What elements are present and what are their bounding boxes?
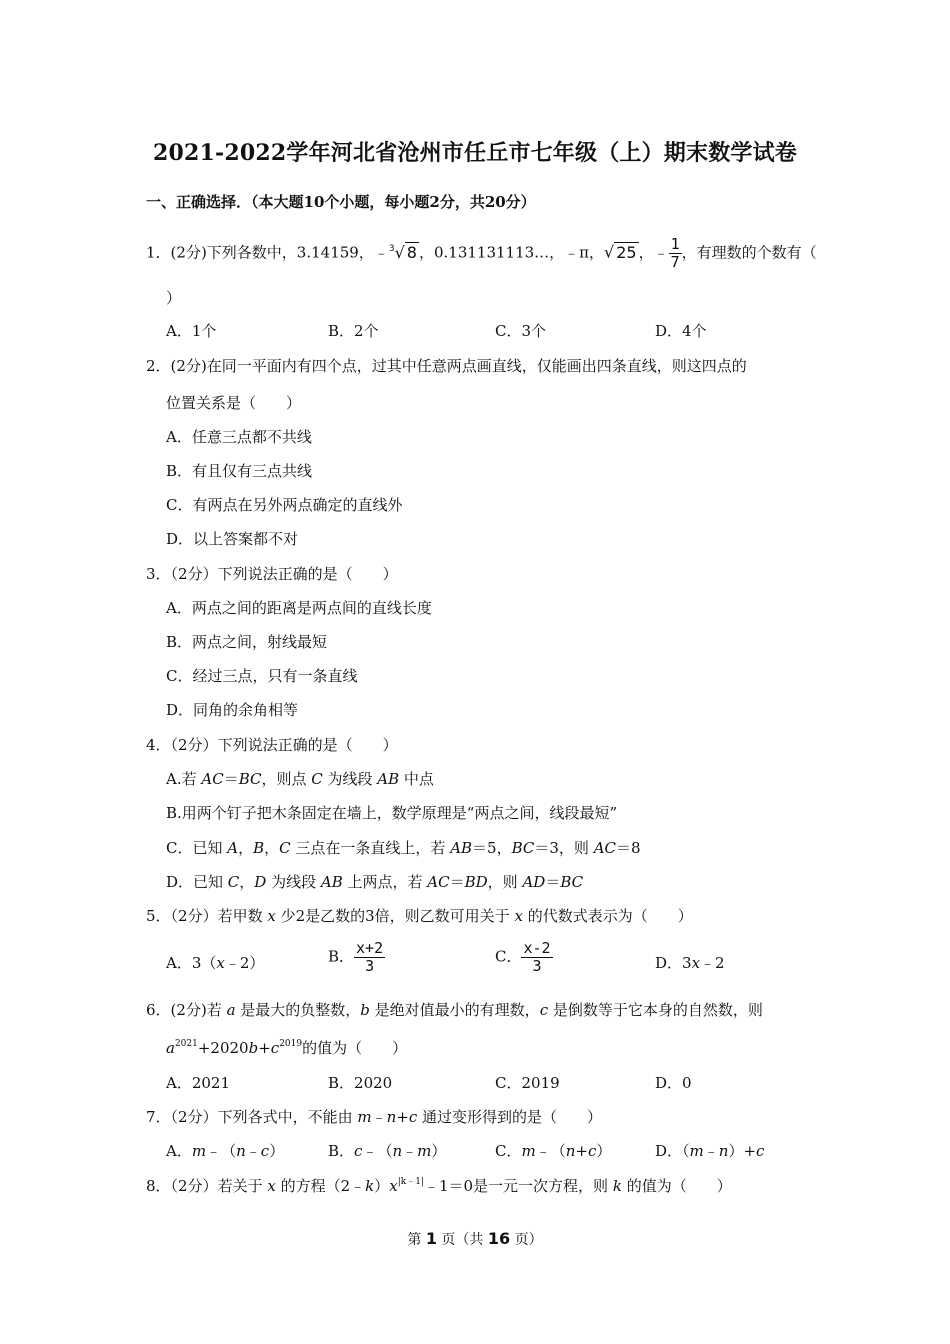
root-index: 3 xyxy=(388,243,395,254)
option-a: A．2021 xyxy=(166,1074,231,1092)
question-8: 8．（2分）若关于 x 的方程$(2﹣k)x^{|k﹣1|}﹣1=0$是一元一次方程，则 k 的值为（ ） xyxy=(146,1177,732,1195)
section-heading: 一、正确选择．（本大题10个小题，每小题2分，共20分） xyxy=(146,193,536,211)
math-variable: C xyxy=(311,770,323,788)
math-variable: BD xyxy=(464,873,488,891)
radicand: 8 xyxy=(406,242,417,262)
math-variable: c xyxy=(756,1142,765,1160)
option-b: B.用两个钉子把木条固定在墙上，数学原理是“两点之间，线段最短” xyxy=(166,804,618,822)
question-3: 3．（2分）下列说法正确的是（ ） xyxy=(146,565,398,583)
question-1-mid: ，0.131131113…，﹣π， xyxy=(418,243,605,262)
math-variable: m xyxy=(357,1108,372,1126)
math-variable: C xyxy=(227,873,240,891)
option-b: B．c﹣（n﹣m） xyxy=(328,1142,447,1160)
math-variable: n xyxy=(718,1142,729,1160)
math-variable: b xyxy=(360,1001,370,1019)
option-c: C．m﹣（n+c） xyxy=(495,1142,612,1160)
math-variable: BC xyxy=(560,873,584,891)
page-title: 2021-2022学年河北省沧州市任丘市七年级（上）期末数学试卷 xyxy=(153,140,797,166)
minus-sign: ﹣ xyxy=(373,243,389,262)
math-variable: n xyxy=(565,1142,576,1160)
math-variable: c xyxy=(539,1001,549,1019)
question-1-close: ） xyxy=(166,289,182,307)
minus-sign: ，﹣ xyxy=(638,243,669,262)
option-b: B．2个 xyxy=(328,322,379,340)
option-a: A．m﹣（n﹣c） xyxy=(166,1142,285,1160)
option-c: C．经过三点，只有一条直线 xyxy=(166,667,358,685)
math-variable: AD xyxy=(522,873,546,891)
option-c: C． $\frac{x-2}{3}$ xyxy=(495,939,551,975)
math-variable: x xyxy=(514,907,523,925)
math-variable: x xyxy=(267,907,276,925)
math-variable: m xyxy=(521,1142,536,1160)
option-d: D．3x﹣2 xyxy=(655,954,725,972)
option-d: D．以上答案都不对 xyxy=(166,530,299,548)
question-1-tail: ，有理数的个数有（ xyxy=(681,243,817,262)
math-variable: AC xyxy=(427,873,450,891)
math-variable: m xyxy=(689,1142,704,1160)
total-pages: 16 xyxy=(487,1229,511,1248)
math-variable: n xyxy=(236,1142,246,1160)
math-variable: AB xyxy=(320,873,343,891)
fraction: $\frac{x-2}{3}$ xyxy=(523,939,551,975)
question-4: 4．（2分）下列说法正确的是（ ） xyxy=(146,736,398,754)
math-variable: AB xyxy=(450,839,473,857)
math-variable: A xyxy=(227,839,239,857)
math-variable: x xyxy=(216,954,225,972)
option-d: D．同角的余角相等 xyxy=(166,701,299,719)
option-b: B．2020 xyxy=(328,1074,393,1092)
math-variable: c xyxy=(408,1108,418,1126)
fraction: $\frac{x+2}{3}$ xyxy=(356,939,384,975)
math-variable: C xyxy=(279,839,291,857)
cube-root: $^3$√ 8 xyxy=(388,242,417,262)
math-variable: m xyxy=(417,1142,432,1160)
math-variable: m xyxy=(191,1142,207,1160)
option-c: C．有两点在另外两点确定的直线外 xyxy=(166,496,403,514)
option-b: B．两点之间，射线最短 xyxy=(166,633,328,651)
option-a: A．两点之间的距离是两点间的直线长度 xyxy=(166,599,432,617)
question-1 xyxy=(146,236,817,271)
option-d: D．（m﹣n）+c xyxy=(655,1142,765,1160)
math-variable: c xyxy=(587,1142,597,1160)
math-variable: AC xyxy=(201,770,224,788)
option-b: B．有且仅有三点共线 xyxy=(166,462,313,480)
math-variable: BC xyxy=(238,770,262,788)
option-c: C．已知 A，B，C 三点在一条直线上，若 AB＝5，BC＝3，则 AC＝8 xyxy=(166,839,641,857)
question-1-head: 1．(2分)下列各数中，3.14159， xyxy=(146,243,374,262)
question-6-expression: $a^{2021}+2020b+c^{2019}$的值为（ ） xyxy=(166,1039,408,1057)
question-7: 7．（2分）下列各式中，不能由 m﹣n+c 通过变形得到的是（ ） xyxy=(146,1108,603,1126)
math-variable: BC xyxy=(511,839,535,857)
option-a: A．1个 xyxy=(166,322,217,340)
question-2: 2．(2分)在同一平面内有四个点，过其中任意两点画直线，仅能画出四条直线，则这四点的 xyxy=(146,357,747,375)
question-6: 6．(2分)若 a 是最大的负整数，b 是绝对值最小的有理数，c 是倒数等于它本身的自然数，则 xyxy=(146,1001,763,1019)
option-a: A.若 AC＝BC，则点 C 为线段 AB 中点 xyxy=(166,770,434,788)
math-variable: D xyxy=(254,873,267,891)
math-variable: n xyxy=(386,1108,397,1126)
question-5: 5．（2分）若甲数 x 少2是乙数的3倍，则乙数可用关于 x 的代数式表示为（ ） xyxy=(146,907,693,925)
option-a: A．任意三点都不共线 xyxy=(166,428,312,446)
math-variable: AC xyxy=(593,839,616,857)
math-variable: AB xyxy=(377,770,400,788)
math-variable: a xyxy=(226,1001,236,1019)
option-d: D．0 xyxy=(655,1074,692,1092)
square-root: √ 25 xyxy=(604,242,637,262)
page-footer: 第 1 页（共 16 页） xyxy=(407,1229,543,1248)
option-c: C．2019 xyxy=(495,1074,560,1092)
page-number: 1 xyxy=(425,1229,437,1248)
math-variable: B xyxy=(253,839,265,857)
math-variable: n xyxy=(392,1142,403,1160)
fraction: $\frac{1}{7}$ xyxy=(670,235,680,271)
option-a: A．3（x﹣2） xyxy=(166,954,265,972)
option-d: D．已知 C，D 为线段 AB 上两点，若 AC＝BD，则 AD＝BC xyxy=(166,873,584,891)
math-variable: x xyxy=(691,954,701,972)
math-variable: c xyxy=(260,1142,270,1160)
option-c: C．3个 xyxy=(495,322,547,340)
radicand: 25 xyxy=(616,242,637,262)
option-b: B． $\frac{x+2}{3}$ xyxy=(328,939,384,975)
option-d: D．4个 xyxy=(655,322,707,340)
question-2-line2: 位置关系是（ ） xyxy=(166,394,302,412)
math-variable: c xyxy=(354,1142,363,1160)
